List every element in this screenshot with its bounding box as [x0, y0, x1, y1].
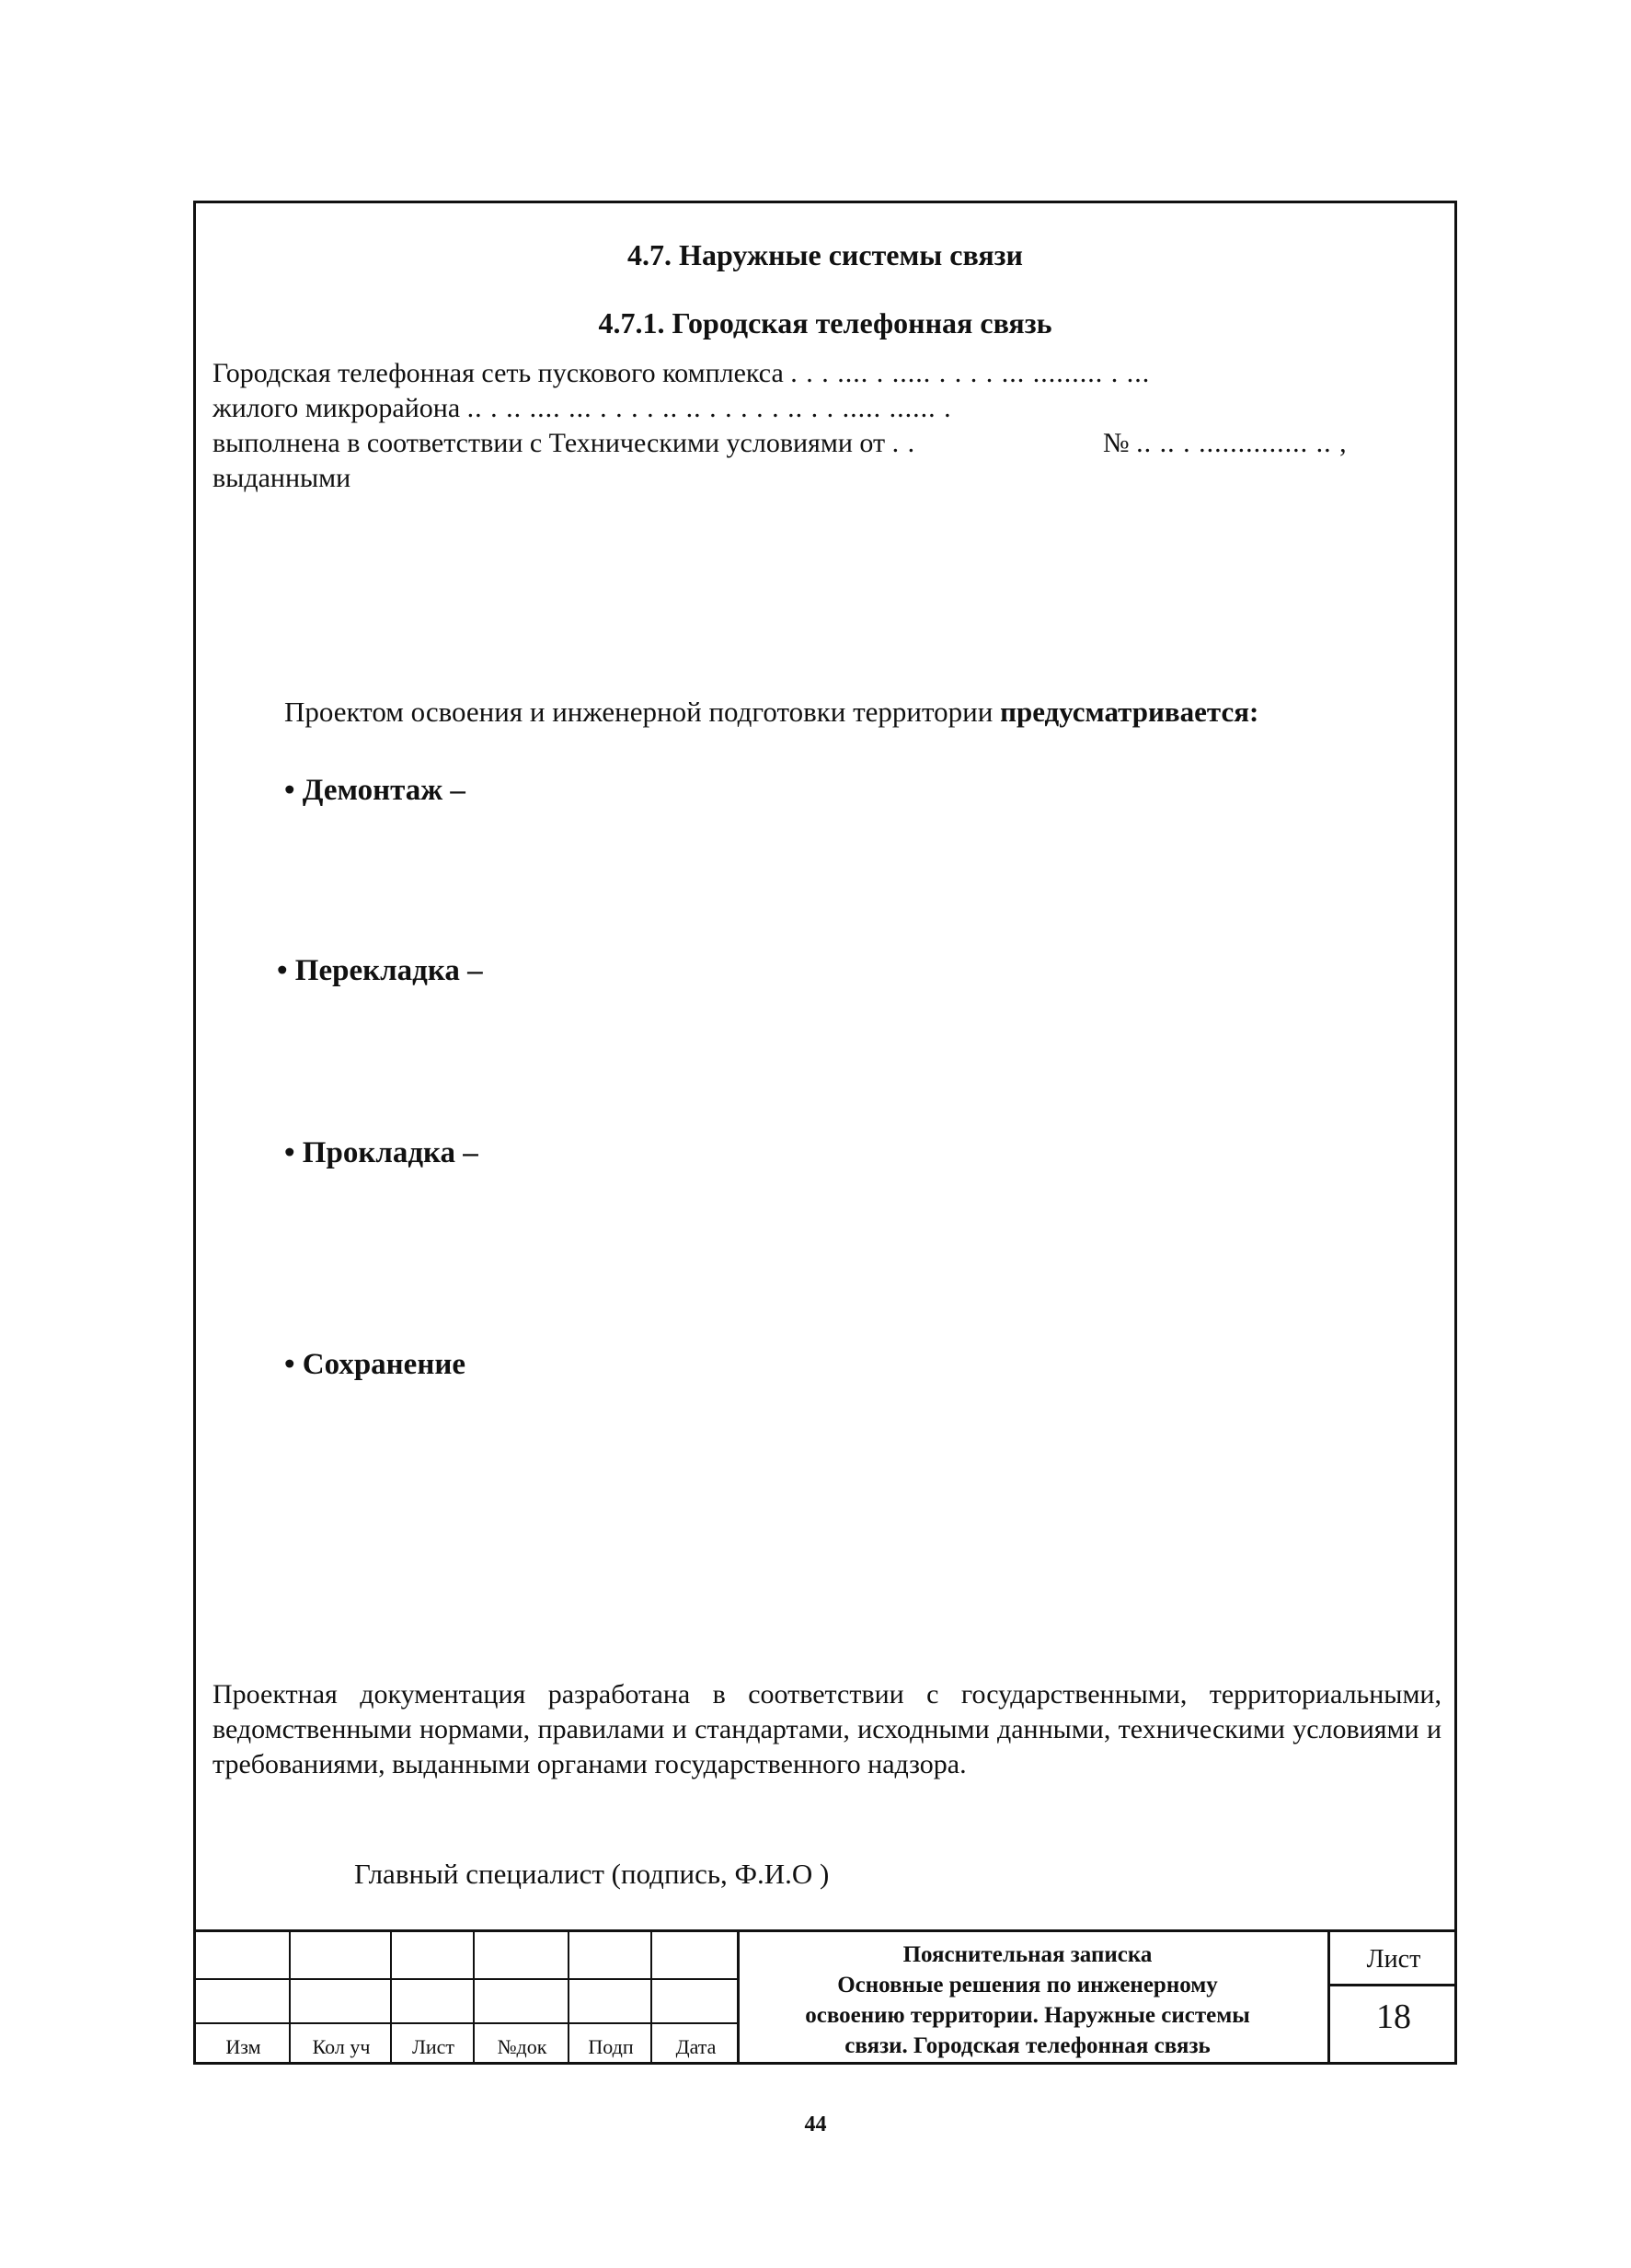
document-title-line: Пояснительная записка	[902, 1942, 1153, 1967]
label-list: Лист	[411, 2035, 455, 2058]
sheet-label: Лист	[1366, 1945, 1421, 1974]
sheet-number: 18	[1376, 1997, 1411, 2036]
document-title-line: связи. Городская телефонная связь	[844, 2033, 1211, 2058]
bullet-relaying: • Перекладка –	[277, 954, 483, 987]
document-frame	[193, 201, 1457, 2065]
intro-line-1	[212, 356, 1150, 391]
subsection-title: 4.7.1. Городская телефонная связь	[598, 306, 1052, 340]
intro-line-3-number	[1103, 426, 1348, 461]
bullet-preservation: • Сохранение	[284, 1348, 466, 1381]
grid-line-2	[196, 2022, 740, 2024]
section-title: 4.7. Наружные системы связи	[627, 238, 1023, 271]
document-title	[744, 1940, 1311, 2061]
signature-line: Главный специалист (подпись, Ф.И.О )	[354, 1858, 830, 1890]
intro-line-3	[212, 426, 915, 461]
intro-line-2	[212, 391, 952, 426]
intro-line-3-text: выполнена в соответствии с Техническими условиями от	[212, 428, 886, 458]
number-sign: №	[1103, 428, 1130, 458]
intro-line-2-dots: .. . .. .... ... . . . . .. .. . . . . . .. . . ..... ...... .	[466, 393, 952, 423]
label-ndok: №док	[497, 2035, 547, 2058]
document-title-line: Основные решения по инженерному	[837, 1973, 1218, 1997]
page-number: 44	[804, 2113, 827, 2136]
sheet-divider	[1330, 1984, 1454, 1986]
intro-line-3-dots-2: .. .. . .............. .. ,	[1136, 428, 1348, 458]
title-block	[196, 1929, 1454, 2065]
label-izm: Изм	[225, 2035, 261, 2058]
project-intro-text: Проектом освоения и инженерной подготовки территории	[284, 696, 994, 728]
intro-line-2-text: жилого микрорайона	[212, 393, 461, 423]
document-title-line: освоению территории. Наружные системы	[805, 2003, 1250, 2028]
intro-line-1-text: Городская телефонная сеть пускового комплекса	[212, 358, 784, 388]
label-podp: Подп	[588, 2035, 634, 2058]
project-intro-line	[284, 695, 1258, 730]
bullet-dismantling: • Демонтаж –	[284, 774, 465, 807]
bullet-laying: • Прокладка –	[284, 1136, 478, 1169]
intro-line-3-dots: . .	[891, 428, 916, 458]
closing-paragraph: Проектная документация разработана в соответствии с государственными, территориальными, ведомственными нормами, правилами и стандартами, исходными данными, техническими условиями и требованиями, выданными органами государственного надзора.	[212, 1679, 1441, 1779]
label-data: Дата	[675, 2035, 717, 2058]
intro-line-4: выданными	[212, 463, 351, 493]
intro-line-1-dots: . . . .... . ..... . . . . ... ......... . ...	[790, 358, 1151, 388]
project-intro-bold: предусматривается:	[1000, 696, 1259, 728]
label-kol-uch: Кол уч	[312, 2035, 371, 2058]
grid-line-1	[196, 1978, 740, 1980]
